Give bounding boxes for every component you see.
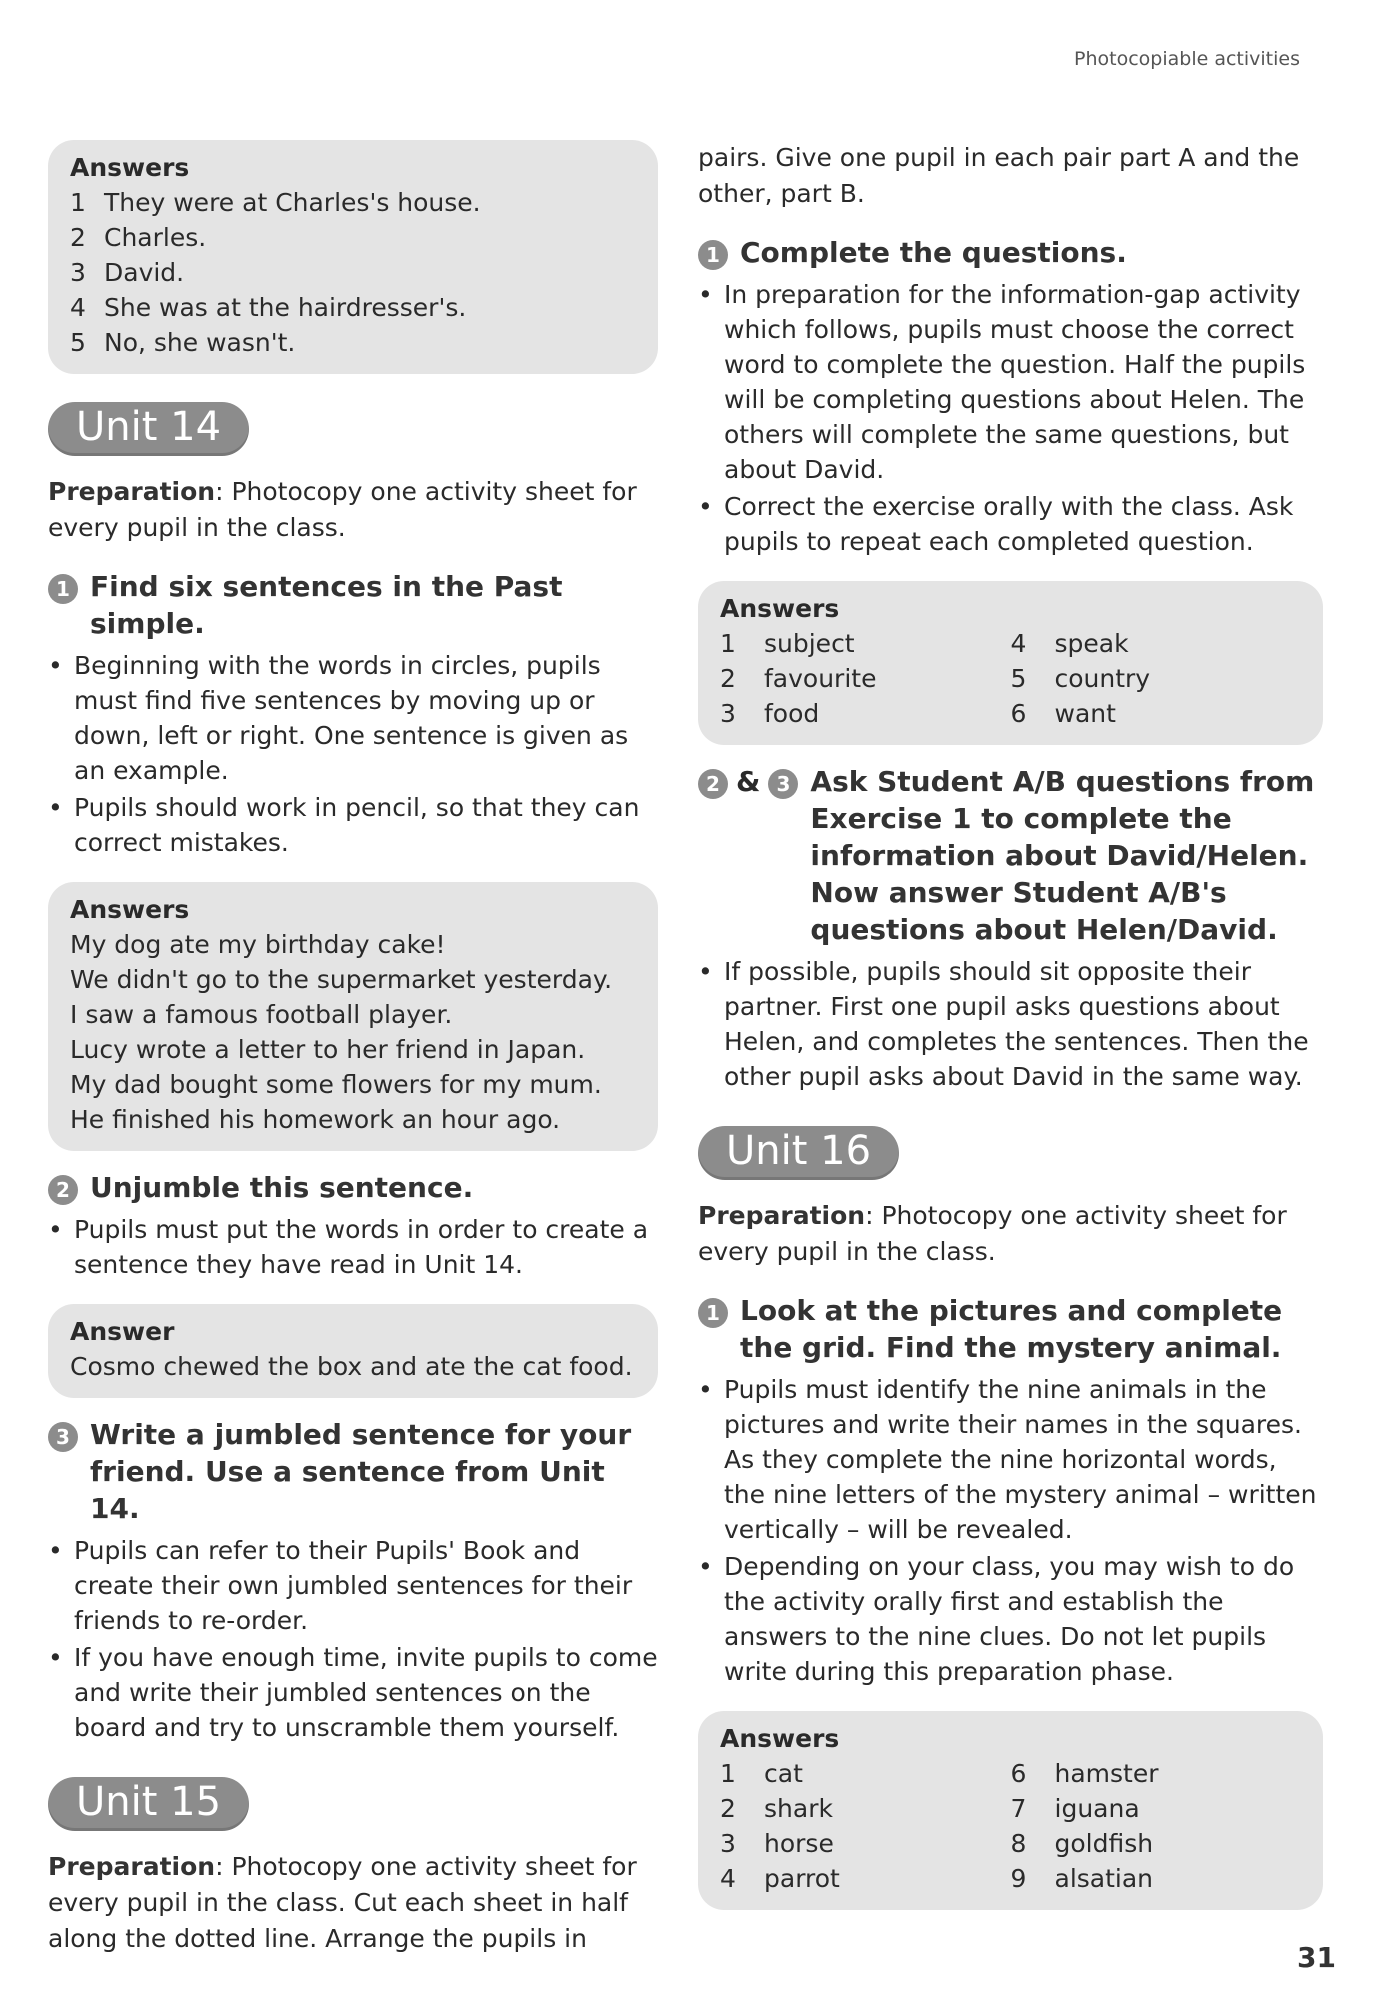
answer-box-unit14-ex2: [48, 1304, 658, 1398]
list-item: 1 They were at Charles's house.: [70, 188, 481, 217]
answer-cell: 2 favourite: [720, 664, 877, 693]
list-item: • Beginning with the words in circles, pupils must find five sentences by moving up or down, left or right. One sentence is given as an example.: [48, 651, 629, 785]
unit-16-exercise-1: [698, 1292, 1323, 1689]
answers-box-unit14-ex1: [48, 882, 658, 1151]
answer-cell: 6 hamster: [1010, 1759, 1159, 1788]
list-item: 3 David.: [70, 258, 185, 287]
unit-16-preparation: Preparation: Photocopy one activity sheet for every pupil in the class.: [698, 1201, 1287, 1266]
answer-cell: 3 horse: [720, 1829, 834, 1858]
answers-title: Answers: [70, 153, 190, 182]
exercise-number-badge: 3: [48, 1422, 78, 1452]
answer-line: He finished his homework an hour ago.: [70, 1105, 561, 1134]
unit-15-preparation: Preparation: Photocopy one activity sheet for every pupil in the class. Cut each sheet in half along the dotted line. Arrange the pupils in: [48, 1852, 637, 1953]
answers-box-unit13: [48, 140, 658, 374]
exercise-instructions: [48, 1533, 658, 1745]
exercise-instructions: [698, 277, 1323, 559]
list-item: • In preparation for the information-gap activity which follows, pupils must choose the correct word to complete the question. Half the pupils will be completing questions about Helen. The others will complete the same questions, but about David.: [698, 280, 1306, 484]
list-item: 2 Charles.: [70, 223, 207, 252]
unit-15-exercise-2-3: [698, 763, 1323, 1094]
answer-cell: 5 country: [1010, 664, 1151, 693]
answers-box-unit16: [698, 1711, 1323, 1910]
list-item: 5 No, she wasn't.: [70, 328, 296, 357]
exercise-title: Look at the pictures and complete the grid. Find the mystery animal.: [740, 1294, 1283, 1364]
exercise-instructions: [48, 648, 658, 860]
list-item: • Depending on your class, you may wish to do the activity orally first and establish the answers to the nine clues. Do not let pupils write during this preparation phase.: [698, 1552, 1295, 1686]
list-item: 4 She was at the hairdresser's.: [70, 293, 467, 322]
ampersand: &: [736, 765, 761, 798]
unit-14-heading: Unit 14: [48, 402, 249, 456]
list-item: • Correct the exercise orally with the class. Ask pupils to repeat each completed question.: [698, 492, 1294, 556]
list-item: • If you have enough time, invite pupils to come and write their jumbled sentences on the board and try to unscramble them yourself.: [48, 1643, 658, 1742]
answers-grid: [720, 626, 1301, 731]
answers-box-unit15-ex1: [698, 581, 1323, 745]
unit-14-exercise-2: [48, 1169, 658, 1282]
unit-15-preparation-continued: pairs. Give one pupil in each pair part A and the other, part B.: [698, 143, 1300, 208]
exercise-title: Complete the questions.: [740, 236, 1127, 269]
answer-title: Answer: [70, 1317, 175, 1346]
answer-cell: 7 iguana: [1010, 1794, 1140, 1823]
unit-15-exercise-1: [698, 234, 1323, 559]
unit-14-exercise-3: [48, 1416, 658, 1745]
exercise-title: Ask Student A/B questions from Exercise 1 to complete the information about David/Helen. Now answer Student A/B's questions about Helen/David.: [810, 765, 1315, 946]
answers-title: Answers: [720, 1724, 840, 1753]
exercise-number-badge: 2: [698, 769, 728, 799]
right-column: [698, 140, 1323, 1928]
answer-cell: 4 speak: [1010, 629, 1129, 658]
answer-cell: 1 cat: [720, 1759, 803, 1788]
exercise-number-badge: 1: [48, 574, 78, 604]
exercise-instructions: [698, 954, 1323, 1094]
answer-line: My dad bought some flowers for my mum.: [70, 1070, 602, 1099]
answer-line: My dog ate my birthday cake!: [70, 930, 446, 959]
exercise-number-badge: 2: [48, 1175, 78, 1205]
exercise-title: Unjumble this sentence.: [90, 1171, 474, 1204]
page-number: 31: [1297, 1941, 1336, 1974]
answer-cell: 9 alsatian: [1010, 1864, 1154, 1893]
exercise-title: Find six sentences in the Past simple.: [90, 570, 563, 640]
answer-line: Cosmo chewed the box and ate the cat food.: [70, 1352, 633, 1381]
answer-cell: 2 shark: [720, 1794, 833, 1823]
left-column: [48, 140, 658, 1979]
exercise-title: Write a jumbled sentence for your friend. Use a sentence from Unit 14.: [90, 1418, 632, 1525]
answer-line: We didn't go to the supermarket yesterday.: [70, 965, 613, 994]
answers-title: Answers: [720, 594, 840, 623]
answers-grid: [720, 1756, 1301, 1896]
unit-14-exercise-1: [48, 568, 658, 860]
unit-16-heading: Unit 16: [698, 1126, 899, 1180]
exercise-number-badge: 1: [698, 240, 728, 270]
answer-cell: 1 subject: [720, 629, 855, 658]
unit-15-heading: Unit 15: [48, 1777, 249, 1831]
answer-cell: 8 goldfish: [1010, 1829, 1154, 1858]
exercise-number-badge: 1: [698, 1298, 728, 1328]
answers-title: Answers: [70, 895, 190, 924]
answer-cell: 3 food: [720, 699, 820, 728]
list-item: • If possible, pupils should sit opposite their partner. First one pupil asks questions about Helen, and completes the sentences. Then the other pupil asks about David in the same way.: [698, 957, 1309, 1091]
answer-line: I saw a famous football player.: [70, 1000, 453, 1029]
answer-cell: 6 want: [1010, 699, 1116, 728]
list-item: • Pupils should work in pencil, so that they can correct mistakes.: [48, 793, 640, 857]
answer-cell: 4 parrot: [720, 1864, 840, 1893]
page-header: Photocopiable activities: [1074, 48, 1300, 70]
exercise-instructions: [698, 1372, 1323, 1689]
exercise-number-badge: 3: [768, 769, 798, 799]
list-item: • Pupils can refer to their Pupils' Book and create their own jumbled sentences for their friends to re-order.: [48, 1536, 633, 1635]
list-item: • Pupils must identify the nine animals in the pictures and write their names in the squares. As they complete the nine horizontal words, the nine letters of the mystery animal – written vertically – will be revealed.: [698, 1375, 1317, 1544]
list-item: • Pupils must put the words in order to create a sentence they have read in Unit 14.: [48, 1215, 649, 1279]
exercise-instructions: [48, 1212, 658, 1282]
answers-list: [70, 185, 636, 360]
unit-14-preparation: Preparation: Photocopy one activity sheet for every pupil in the class.: [48, 477, 637, 542]
answer-line: Lucy wrote a letter to her friend in Japan.: [70, 1035, 586, 1064]
